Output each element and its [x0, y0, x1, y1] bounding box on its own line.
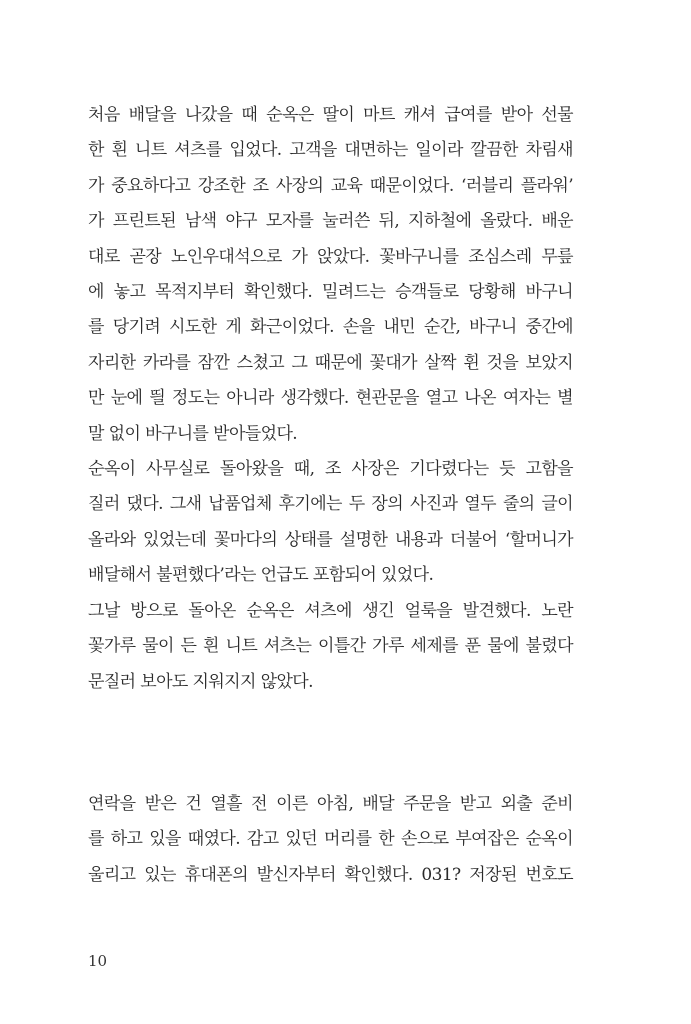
- text-line: 배달해서 불편했다’라는 언급도 포함되어 있었다.: [88, 565, 434, 586]
- text-line: 만 눈에 띌 정도는 아니라 생각했다. 현관문을 열고 나온 여자는 별: [88, 388, 573, 409]
- text-line: 연락을 받은 건 열흘 전 이른 아침, 배달 주문을 받고 외출 준비: [88, 794, 573, 814]
- text-line: 질러 댔다. 그새 납품업체 후기에는 두 장의 사진과 열두 줄의 글이: [88, 494, 573, 515]
- text-line: 말 없이 바구니를 받아들었다.: [88, 423, 298, 444]
- text-line: 올라와 있었는데 꽃마다의 상태를 설명한 내용과 더불어 ‘할머니가: [88, 529, 573, 550]
- text-line: 꽃가루 물이 든 흰 니트 셔츠는 이틀간 가루 세제를 푼 물에 불렸다: [88, 636, 573, 657]
- text-line: 자리한 카라를 잠깐 스쳤고 그 때문에 꽃대가 살짝 휜 것을 보았지: [88, 352, 573, 373]
- text-line: 처음 배달을 나갔을 때 순옥은 딸이 마트 캐셔 급여를 받아 선물: [88, 105, 573, 125]
- page-number: 10: [88, 952, 108, 970]
- body-text-section-2: [88, 787, 573, 893]
- text-line: 문질러 보아도 지워지지 않았다.: [88, 671, 313, 692]
- text-line: 한 흰 니트 셔츠를 입었다. 고객을 대면하는 일이라 깔끔한 차림새: [88, 140, 573, 161]
- text-line: 그날 방으로 돌아온 순옥은 셔츠에 생긴 얼룩을 발견했다. 노란: [88, 600, 573, 621]
- text-line: 에 놓고 목적지부터 확인했다. 밀려드는 승객들로 당황해 바구니: [88, 282, 573, 303]
- text-line: 를 당기려 시도한 게 화근이었다. 손을 내민 순간, 바구니 중간에: [88, 317, 573, 338]
- body-text-section-1: [88, 98, 573, 700]
- text-line: 순옥이 사무실로 돌아왔을 때, 조 사장은 기다렸다는 듯 고함을: [88, 459, 573, 480]
- text-line: 울리고 있는 휴대폰의 발신자부터 확인했다. 031? 저장된 번호도: [88, 864, 573, 885]
- text-line: 대로 곧장 노인우대석으로 가 앉았다. 꽃바구니를 조심스레 무릎: [88, 246, 573, 267]
- text-line: 가 중요하다고 강조한 조 사장의 교육 때문이었다. ‘러블리 플라워’: [88, 175, 573, 196]
- text-line: 를 하고 있을 때였다. 감고 있던 머리를 한 손으로 부여잡은 순옥이: [88, 829, 573, 850]
- text-line: 가 프린트된 남색 야구 모자를 눌러쓴 뒤, 지하철에 올랐다. 배운: [88, 211, 573, 232]
